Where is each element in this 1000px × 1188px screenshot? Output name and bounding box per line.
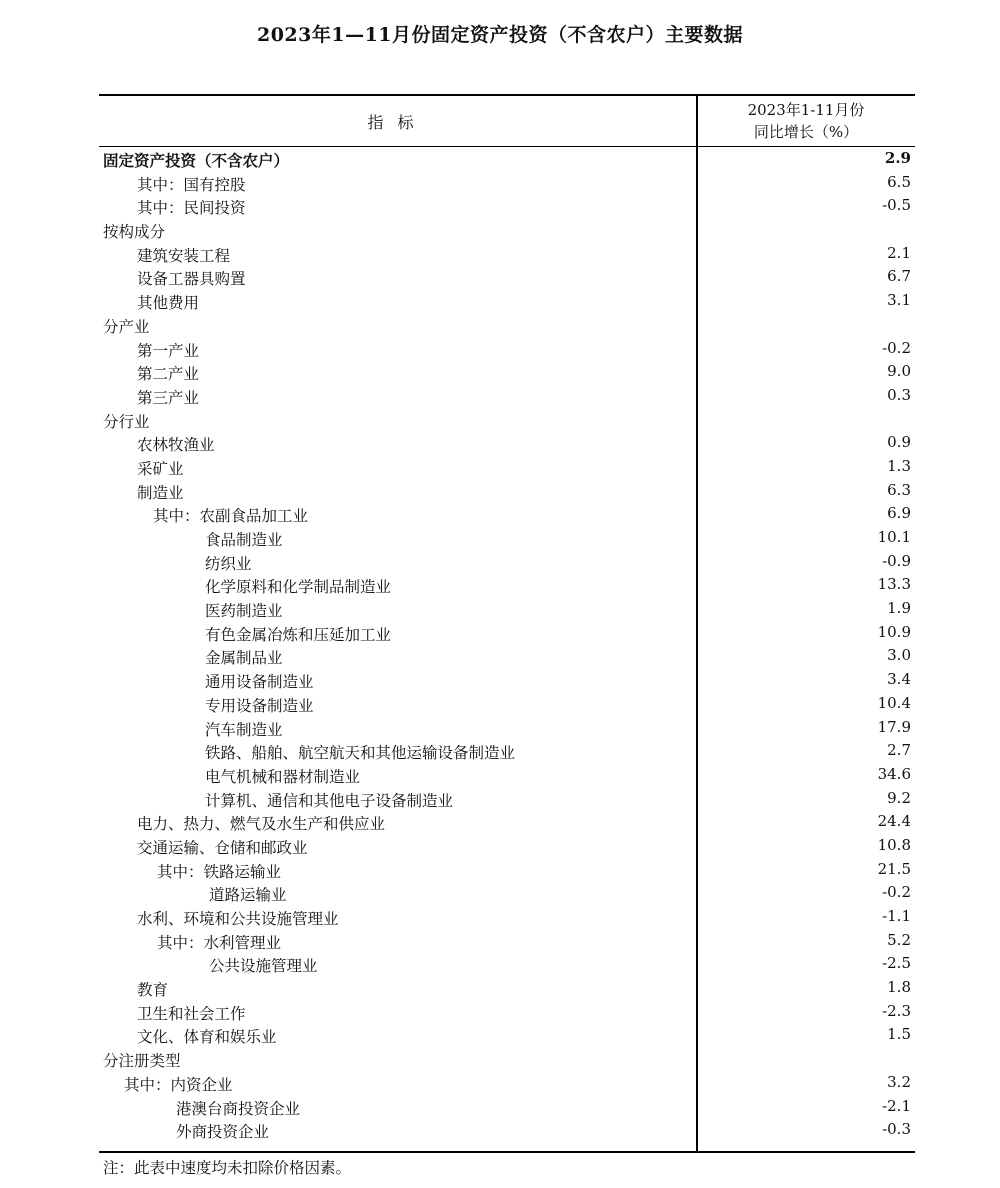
row-label	[103, 220, 165, 242]
column-divider	[696, 94, 698, 1152]
row-label-text: 纺织业	[205, 554, 252, 573]
row-label	[137, 244, 230, 266]
row-label-text: 电力、热力、燃气及水生产和供应业	[137, 815, 386, 834]
row-value: -0.3	[882, 1120, 911, 1139]
row-label-text: 食品制造业	[205, 531, 283, 549]
table-row	[99, 905, 915, 929]
row-value: 3.2	[887, 1072, 911, 1091]
row-label-text: 水利、环境和公共设施管理业	[137, 910, 339, 928]
row-value: 6.5	[887, 172, 911, 191]
table-row	[99, 621, 915, 645]
row-label-text: 有色金属冶炼和压延加工业	[205, 625, 392, 644]
row-label-text: 汽车制造业	[205, 720, 283, 739]
row-value: 10.4	[877, 693, 911, 712]
row-value: 9.2	[887, 788, 911, 807]
table-header	[99, 94, 915, 147]
table-row	[99, 787, 915, 811]
row-label-text: 第一产业	[137, 341, 200, 360]
row-value: 13.3	[877, 575, 911, 594]
table-row	[99, 952, 915, 976]
table-row	[99, 810, 915, 834]
row-label-text: 专用设备制造业	[205, 696, 314, 715]
row-label	[209, 954, 318, 976]
row-label	[205, 765, 360, 787]
row-value: 9.0	[887, 362, 911, 381]
row-value: 6.7	[887, 267, 911, 286]
row-value: 2.1	[887, 243, 911, 262]
row-label-text: 分行业	[103, 412, 150, 431]
row-label	[137, 907, 339, 929]
table-row	[99, 147, 915, 171]
row-value: 2.9	[884, 149, 911, 167]
row-value: 1.3	[887, 456, 911, 475]
table-row	[99, 289, 915, 313]
table-row	[99, 171, 915, 195]
row-label-text: 农林牧渔业	[137, 436, 215, 455]
table-row	[99, 1095, 915, 1119]
row-label	[205, 528, 283, 550]
row-prefix: 其中：	[157, 933, 204, 952]
row-label	[103, 1049, 181, 1071]
table-row	[99, 431, 915, 455]
row-value: 10.8	[877, 835, 911, 854]
row-value: 0.3	[887, 385, 911, 404]
table-row	[99, 644, 915, 668]
row-value: -0.2	[882, 338, 911, 357]
row-value: -0.5	[882, 196, 911, 215]
row-label	[103, 149, 289, 171]
table-bottom-rule	[99, 1151, 915, 1153]
row-label	[137, 457, 184, 479]
row-label	[205, 718, 283, 740]
row-value: 2.7	[887, 741, 911, 760]
row-value: -2.3	[882, 1001, 911, 1020]
row-value: 0.9	[887, 433, 911, 452]
row-label-text: 分产业	[103, 317, 150, 336]
row-label	[137, 1025, 277, 1047]
row-label-text: 按构成分	[103, 223, 166, 242]
table-row	[99, 716, 915, 740]
row-value: -0.9	[882, 551, 911, 570]
row-label-text: 医药制造业	[205, 602, 283, 621]
table-row	[99, 668, 915, 692]
row-label	[205, 694, 314, 716]
row-value: 10.9	[877, 622, 911, 641]
table-row	[99, 265, 915, 289]
table-row	[99, 1118, 915, 1142]
header-indicator: 指标	[367, 112, 428, 132]
row-label-text: 道路运输业	[209, 886, 287, 905]
row-label	[137, 812, 385, 834]
row-label-text: 分注册类型	[103, 1052, 181, 1071]
header-period: 2023年1-11月份	[747, 101, 865, 119]
row-label-text: 内资企业	[170, 1075, 233, 1094]
row-label	[137, 1002, 246, 1024]
table-row	[99, 479, 915, 503]
row-label	[157, 860, 281, 882]
row-prefix: 其中：	[124, 1075, 171, 1094]
row-value: 6.3	[887, 480, 911, 499]
row-label	[137, 173, 246, 195]
row-prefix: 其中：	[137, 199, 184, 218]
row-label	[137, 291, 199, 313]
table-row	[99, 881, 915, 905]
row-value: 34.6	[877, 764, 911, 783]
row-label	[103, 315, 150, 337]
table-row	[99, 739, 915, 763]
row-label-text: 第三产业	[137, 388, 200, 407]
row-label-text: 设备工器具购置	[137, 270, 246, 289]
row-label-text: 其他费用	[137, 294, 200, 313]
row-value: 21.5	[877, 859, 911, 878]
row-label	[205, 575, 391, 597]
row-label-text: 电气机械和器材制造业	[205, 767, 361, 786]
row-label-text: 教育	[137, 981, 169, 1000]
row-value: 17.9	[877, 717, 911, 736]
row-label	[205, 646, 283, 668]
row-label	[205, 741, 515, 763]
table-row	[99, 692, 915, 716]
row-label-text: 制造业	[137, 483, 184, 502]
row-prefix: 其中：	[137, 175, 184, 194]
row-value: 3.4	[887, 670, 911, 689]
header-metric-cell	[697, 96, 915, 146]
row-value: 24.4	[877, 812, 911, 831]
row-label	[137, 386, 199, 408]
row-label	[137, 433, 215, 455]
row-label-text: 采矿业	[137, 459, 184, 478]
row-label-text: 铁路运输业	[203, 862, 282, 881]
row-label	[124, 1073, 233, 1095]
table-row	[99, 1023, 915, 1047]
row-label-text: 铁路、船舶、航空航天和其他运输设备制造业	[205, 744, 516, 763]
row-prefix: 其中：	[153, 507, 200, 526]
row-value: 3.1	[887, 291, 911, 310]
header-metric: 同比增长（%）	[753, 123, 859, 141]
row-label-text: 国有控股	[183, 175, 246, 194]
table-row	[99, 337, 915, 361]
data-table	[99, 94, 915, 1142]
table-row	[99, 242, 915, 266]
row-prefix: 其中：	[157, 862, 204, 881]
table-row	[99, 502, 915, 526]
row-label	[209, 883, 287, 905]
row-value: 5.2	[887, 930, 911, 949]
row-label	[137, 362, 199, 384]
row-label-text: 卫生和社会工作	[137, 1004, 246, 1023]
table-row	[99, 763, 915, 787]
row-value: -2.1	[882, 1096, 911, 1115]
row-label	[205, 623, 391, 645]
table-row	[99, 597, 915, 621]
table-row	[99, 408, 915, 432]
row-label-text: 第二产业	[137, 365, 200, 384]
row-label-text: 交通运输、仓储和邮政业	[137, 838, 308, 857]
row-label	[137, 978, 168, 1000]
table-row	[99, 573, 915, 597]
row-label	[137, 267, 246, 289]
table-row	[99, 1047, 915, 1071]
row-label	[137, 339, 199, 361]
table-row	[99, 384, 915, 408]
row-label	[176, 1120, 269, 1142]
row-label-text: 民间投资	[183, 199, 246, 218]
table-row	[99, 858, 915, 882]
table-row	[99, 194, 915, 218]
row-value: 1.5	[887, 1025, 911, 1044]
table-row	[99, 834, 915, 858]
row-label	[176, 1097, 300, 1119]
footnote: 注：此表中速度均未扣除价格因素。	[103, 1159, 352, 1177]
row-label	[137, 836, 308, 858]
row-label	[157, 931, 281, 953]
row-label-text: 化学原料和化学制品制造业	[205, 578, 392, 597]
row-value: 10.1	[877, 528, 911, 546]
table-row	[99, 1071, 915, 1095]
table-row	[99, 313, 915, 337]
row-value: 6.9	[887, 504, 911, 523]
row-label-text: 固定资产投资（不含农户）	[103, 151, 290, 170]
row-label-text: 计算机、通信和其他电子设备制造业	[205, 791, 454, 810]
row-label	[137, 481, 184, 503]
row-value: -2.5	[882, 954, 911, 973]
row-value: 1.8	[887, 978, 911, 997]
row-value: -1.1	[882, 907, 911, 925]
table-row	[99, 929, 915, 953]
row-label-text: 港澳台商投资企业	[176, 1099, 301, 1118]
row-label	[153, 504, 308, 526]
row-label-text: 文化、体育和娱乐业	[137, 1028, 277, 1047]
row-label-text: 水利管理业	[203, 933, 282, 952]
page-title: 2023年1—11月份固定资产投资（不含农户）主要数据	[256, 24, 744, 46]
table-row	[99, 976, 915, 1000]
row-label-text: 外商投资企业	[176, 1123, 270, 1142]
row-value: -0.2	[882, 883, 911, 902]
row-label-text: 建筑安装工程	[137, 246, 231, 265]
row-value: 1.9	[887, 599, 911, 618]
row-label	[137, 196, 246, 218]
row-label-text: 通用设备制造业	[205, 673, 314, 692]
row-label-text: 金属制品业	[205, 649, 283, 668]
table-row	[99, 360, 915, 384]
table-row	[99, 550, 915, 574]
table-row	[99, 218, 915, 242]
row-label	[205, 599, 283, 621]
table-row	[99, 1000, 915, 1024]
table-body	[99, 147, 915, 1142]
row-value: 3.0	[887, 646, 911, 665]
table-row	[99, 526, 915, 550]
row-label	[205, 552, 252, 574]
table-row	[99, 455, 915, 479]
row-label	[103, 410, 150, 432]
row-label	[205, 670, 314, 692]
row-label-text: 农副食品加工业	[199, 507, 309, 526]
row-label	[205, 789, 453, 811]
row-label-text: 公共设施管理业	[209, 957, 318, 976]
